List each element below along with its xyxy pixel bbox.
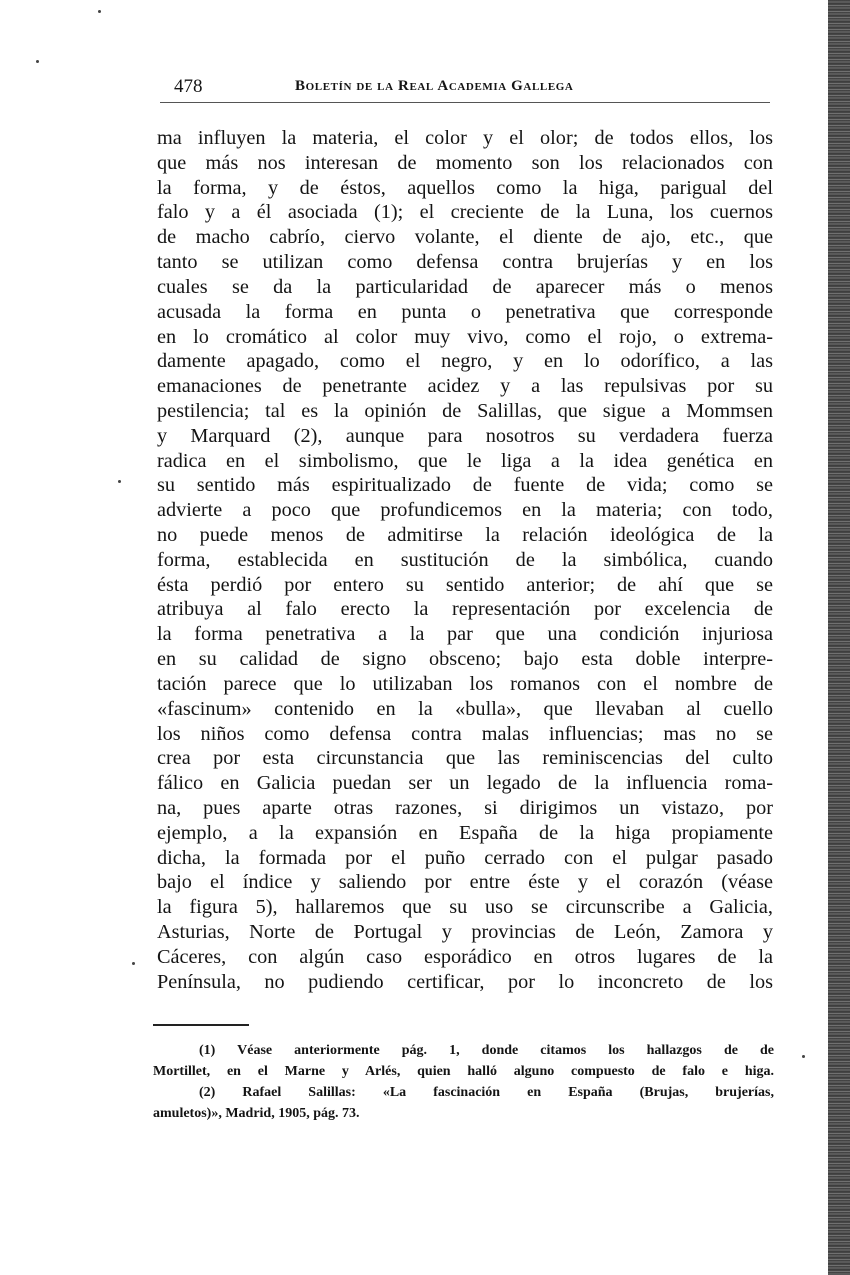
body-line: advierte a poco que profundicemos en la materia; con todo, <box>157 499 773 522</box>
body-line: la forma, y de éstos, aquellos como la higa, parigual del <box>157 176 773 199</box>
body-line: tanto se utilizan como defensa contra brujerías y en los <box>157 251 773 274</box>
body-line: en su calidad de signo obsceno; bajo esta doble interpre- <box>157 648 773 671</box>
body-line: na, pues aparte otras razones, si dirigimos un vistazo, por <box>157 796 773 819</box>
body-line: pestilencia; tal es la opinión de Salillas, que sigue a Mommsen <box>157 399 773 422</box>
body-line: cuales se da la particularidad de aparecer más o menos <box>157 275 773 298</box>
footnotes <box>153 1040 774 1124</box>
body-line: no puede menos de admitirse la relación ideológica de la <box>157 524 773 546</box>
body-line: Asturias, Norte de Portugal y provincias de León, Zamora y <box>157 921 773 943</box>
body-line: radica en el simbolismo, que le liga a la idea genética en <box>157 449 773 472</box>
body-line: atribuya al falo erecto la representación por excelencia de <box>157 598 773 621</box>
body-line: la forma penetrativa a la par que una condición injuriosa <box>157 623 773 646</box>
body-line: acusada la forma en punta o penetrativa que corresponde <box>157 300 773 323</box>
page-header <box>160 72 770 103</box>
scan-speck <box>802 1055 805 1058</box>
page-number: 478 <box>174 76 203 97</box>
scanned-page-edge <box>828 0 850 1275</box>
body-line: dicha, la formada por el puño cerrado con el pulgar pasado <box>157 846 773 869</box>
body-line: ma influyen la materia, el color y el olor; de todos ellos, los <box>157 127 773 149</box>
body-line: los niños como defensa contra malas influencias; mas no se <box>157 722 773 745</box>
body-line: de macho cabrío, ciervo volante, el diente de ajo, etc., que <box>157 226 773 249</box>
body-line: forma, establecida en sustitución de la simbólica, cuando <box>157 548 773 571</box>
footnote-line: (1) Véase anteriormente pág. 1, donde citamos los hallazgos de de <box>199 1043 774 1058</box>
footnote-separator <box>153 1024 249 1026</box>
scan-speck <box>132 962 135 965</box>
body-line: falo y a él asociada (1); el creciente de la Luna, los cuernos <box>157 201 773 224</box>
body-line: emanaciones de penetrante acidez y a las repulsivas por su <box>157 375 773 398</box>
footnote-line: Mortillet, en el Marne y Arlés, quien halló alguno compuesto de falo e higa. <box>153 1064 774 1079</box>
body-line: ésta perdió por entero su sentido anterior; de ahí que se <box>157 573 773 596</box>
running-title: Boletín de la Real Academia Gallega <box>295 78 574 94</box>
scan-speck <box>118 480 121 483</box>
body-line: fálico en Galicia puedan ser un legado de la influencia roma- <box>157 772 773 795</box>
scan-speck <box>98 10 101 13</box>
body-line: Península, no pudiendo certificar, por lo inconcreto de los <box>157 970 773 993</box>
body-line: su sentido más espiritualizado de fuente de vida; como se <box>157 474 773 497</box>
body-line: damente apagado, como el negro, y en lo odorífico, a las <box>157 350 773 373</box>
body-line: «fascinum» contenido en la «bulla», que llevaban al cuello <box>157 697 773 720</box>
body-line: ejemplo, a la expansión en España de la higa propiamente <box>157 821 773 844</box>
body-line: bajo el índice y saliendo por entre éste y el corazón (véase <box>157 871 773 894</box>
footnote-line: (2) Rafael Salillas: «La fascinación en España (Brujas, brujerías, <box>199 1085 774 1100</box>
body-line: que más nos interesan de momento son los relacionados con <box>157 151 773 174</box>
body-line: Cáceres, con algún caso esporádico en otros lugares de la <box>157 945 773 968</box>
body-line: crea por esta circunstancia que las reminiscencias del culto <box>157 747 773 770</box>
body-line: y Marquard (2), aunque para nosotros su verdadera fuerza <box>157 424 773 447</box>
body-line: en lo cromático al color muy vivo, como el rojo, o extrema- <box>157 325 773 348</box>
body-text <box>157 126 773 994</box>
body-line: tación parece que lo utilizaban los romanos con el nombre de <box>157 672 773 695</box>
scan-speck <box>36 60 39 63</box>
footnote-line: amuletos)», Madrid, 1905, pág. 73. <box>153 1106 360 1121</box>
body-line: la figura 5), hallaremos que su uso se circunscribe a Galicia, <box>157 896 773 919</box>
